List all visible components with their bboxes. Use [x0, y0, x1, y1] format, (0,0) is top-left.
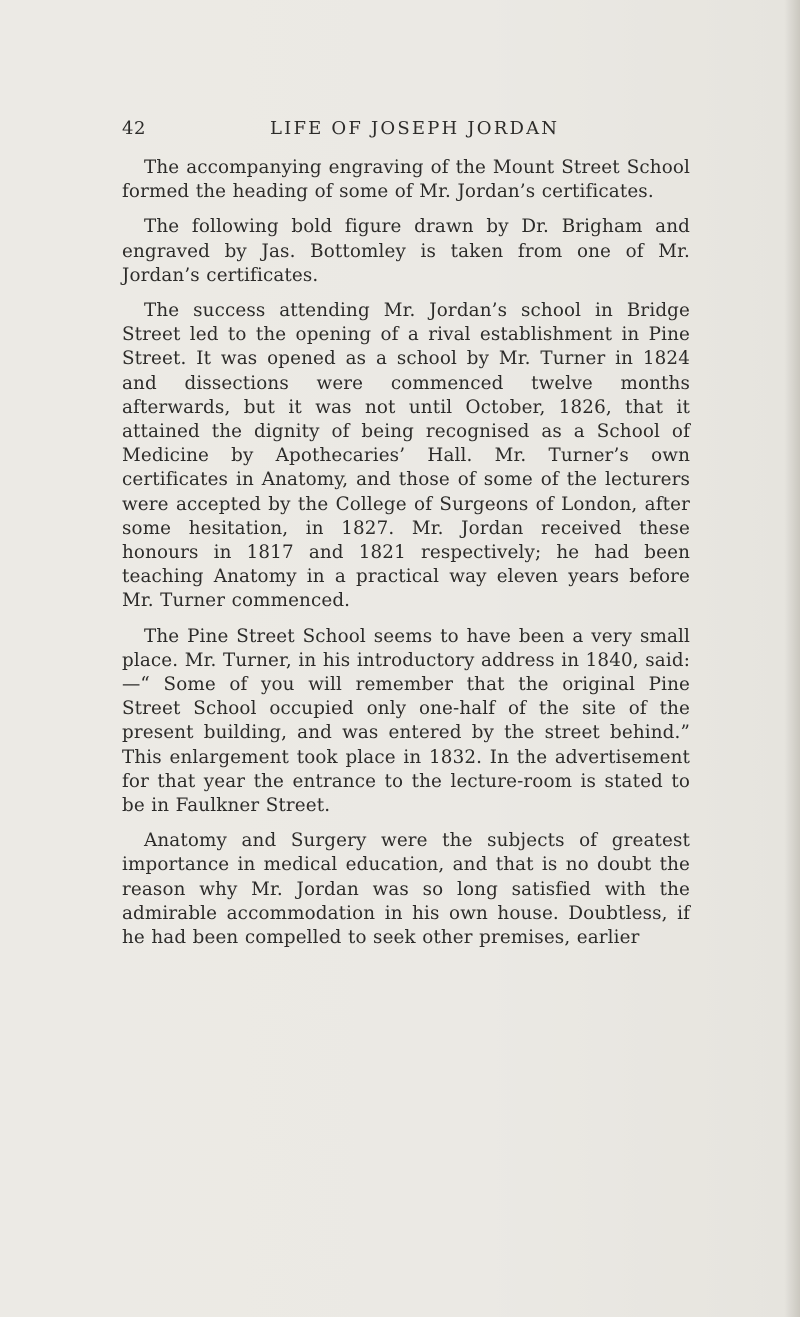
paragraph-bold-figure: The following bold figure drawn by Dr. Brigham and engraved by Jas. Bottomley is taken from one of Mr. Jordan’s certificates.: [122, 216, 690, 286]
paragraph-small-place: The Pine Street School seems to have been a very small place. Mr. Turner, in his introductory address in 1840, said:—“ Some of you will remember that the original Pine Street School occupied only one-half of the site of the present building, and was entered by the street behind.” This enlargement took place in 1832. In the advertisement for that year the entrance to the lecture-room is stated to be in Faulkner Street.: [122, 625, 690, 817]
running-head: [122, 118, 682, 144]
running-title: LIFE OF JOSEPH JORDAN: [270, 118, 560, 139]
paragraph-engraving: The accompanying engraving of the Mount Street School formed the heading of some of Mr. Jordan’s certificates.: [122, 157, 690, 203]
paragraph-pine-street-school: The success attending Mr. Jordan’s school in Bridge Street led to the opening of a rival establishment in Pine Street. It was opened as a school by Mr. Turner in 1824 and dissections were commenced twelve months afterwards, but it was not until October, 1826, that it attained the dignity of being recognised as a School of Medicine by Apothecaries’ Hall. Mr. Turner’s own certificates in Anatomy, and those of some of the lecturers were accepted by the College of Surgeons of London, after some hesitation, in 1827. Mr. Jordan received these honours in 1817 and 1821 respectively; he had been teaching Anatomy in a practical way eleven years before Mr. Turner commenced.: [122, 300, 690, 612]
paragraph-anatomy-surgery: Anatomy and Surgery were the subjects of greatest importance in medical education, and that is no doubt the reason why Mr. Jordan was so long satisfied with the admirable accommodation in his own house. Doubtless, if he had been compelled to seek other premises, earlier: [122, 830, 690, 949]
page-edge-shadow: [784, 0, 800, 1317]
page-number: 42: [122, 118, 146, 139]
body-text: [122, 156, 690, 961]
